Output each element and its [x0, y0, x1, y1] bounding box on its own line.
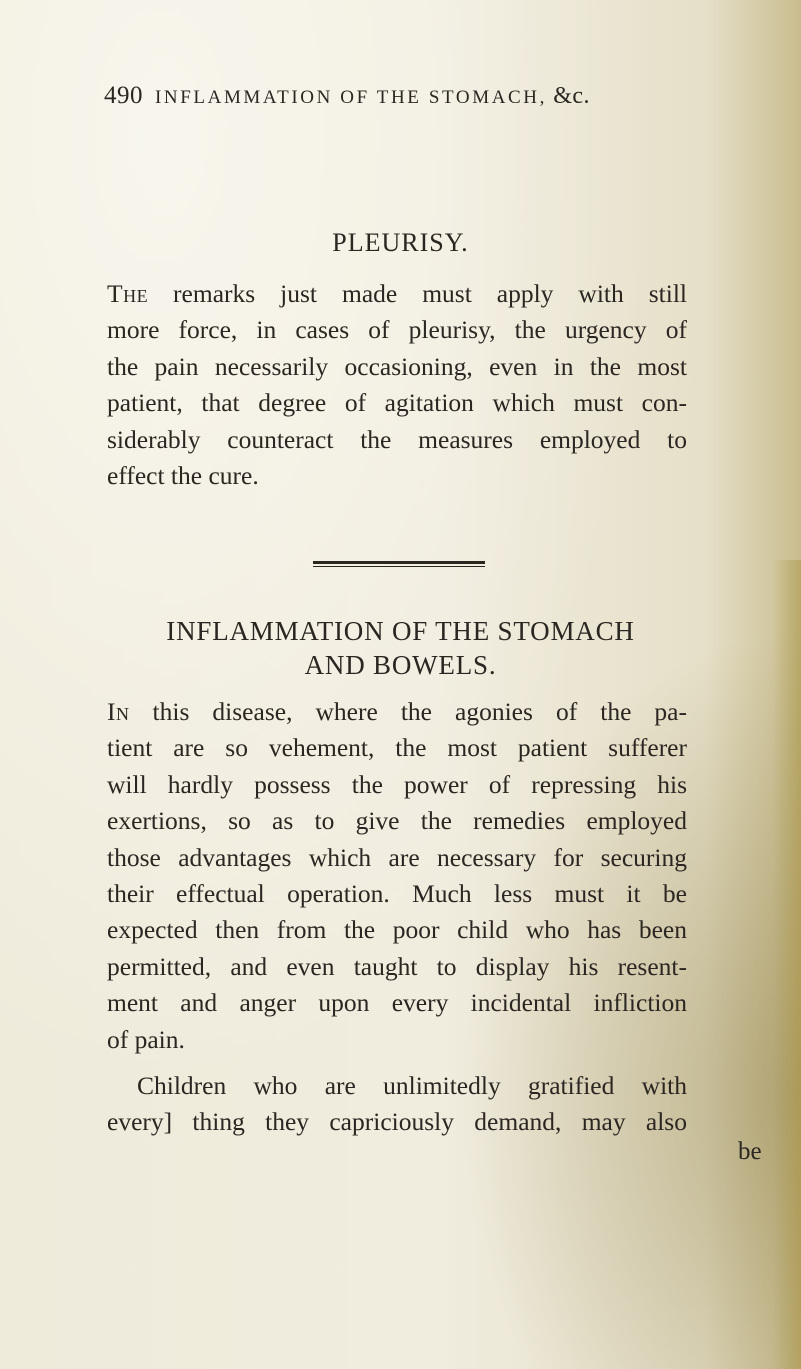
- text-line: In this disease, where the agonies of the pa-: [107, 697, 687, 726]
- section-title-stomach-line-1: INFLAMMATION OF THE STOMACH: [166, 616, 635, 646]
- section-title-stomach-line-2: AND BOWELS.: [304, 650, 497, 680]
- paragraph-stomach-2: [107, 1068, 687, 1141]
- text-line: more force, in cases of pleurisy, the urgency of: [107, 315, 687, 345]
- text-line: ment and anger upon every incidental infliction: [107, 988, 687, 1018]
- text-line: expected then from the poor child who has been: [107, 915, 687, 945]
- running-head-etc: &c.: [553, 83, 591, 109]
- text-line: will hardly possess the power of repressing his: [107, 769, 687, 799]
- page-edge-stain: [773, 560, 801, 1369]
- section-divider-rule: [313, 561, 485, 567]
- running-head: [104, 82, 764, 110]
- section-title-pleurisy: PLEURISY.: [332, 228, 469, 257]
- paragraph-stomach-1: [107, 694, 687, 1058]
- text-line: the pain necessarily occasioning, even in the most: [107, 351, 687, 381]
- text-line: of pain.: [107, 1024, 185, 1054]
- text-line: effect the cure.: [107, 461, 259, 491]
- running-head-title: INFLAMMATION OF THE STOMACH,: [155, 87, 547, 108]
- page-number: 490: [104, 82, 143, 109]
- text-line: The remarks just made must apply with still: [107, 279, 687, 308]
- text-line: exertions, so as to give the remedies employed: [107, 806, 687, 836]
- text-line: tient are so vehement, the most patient sufferer: [107, 733, 687, 763]
- paragraph-pleurisy: [107, 276, 687, 494]
- text-line: patient, that degree of agitation which must con-: [107, 388, 687, 418]
- catchword: be: [738, 1138, 762, 1165]
- lead-word: In: [107, 697, 130, 726]
- text-line: Children who are unlimitedly gratified with: [137, 1071, 687, 1100]
- text-line: those advantages which are necessary for securing: [107, 842, 687, 872]
- text-line: every] thing they capriciously demand, may also: [107, 1107, 687, 1137]
- lead-word: The: [107, 279, 149, 308]
- text-line: permitted, and even taught to display his resent-: [107, 951, 687, 981]
- text-line: siderably counteract the measures employed to: [107, 424, 687, 454]
- text-line: their effectual operation. Much less must it be: [107, 879, 687, 909]
